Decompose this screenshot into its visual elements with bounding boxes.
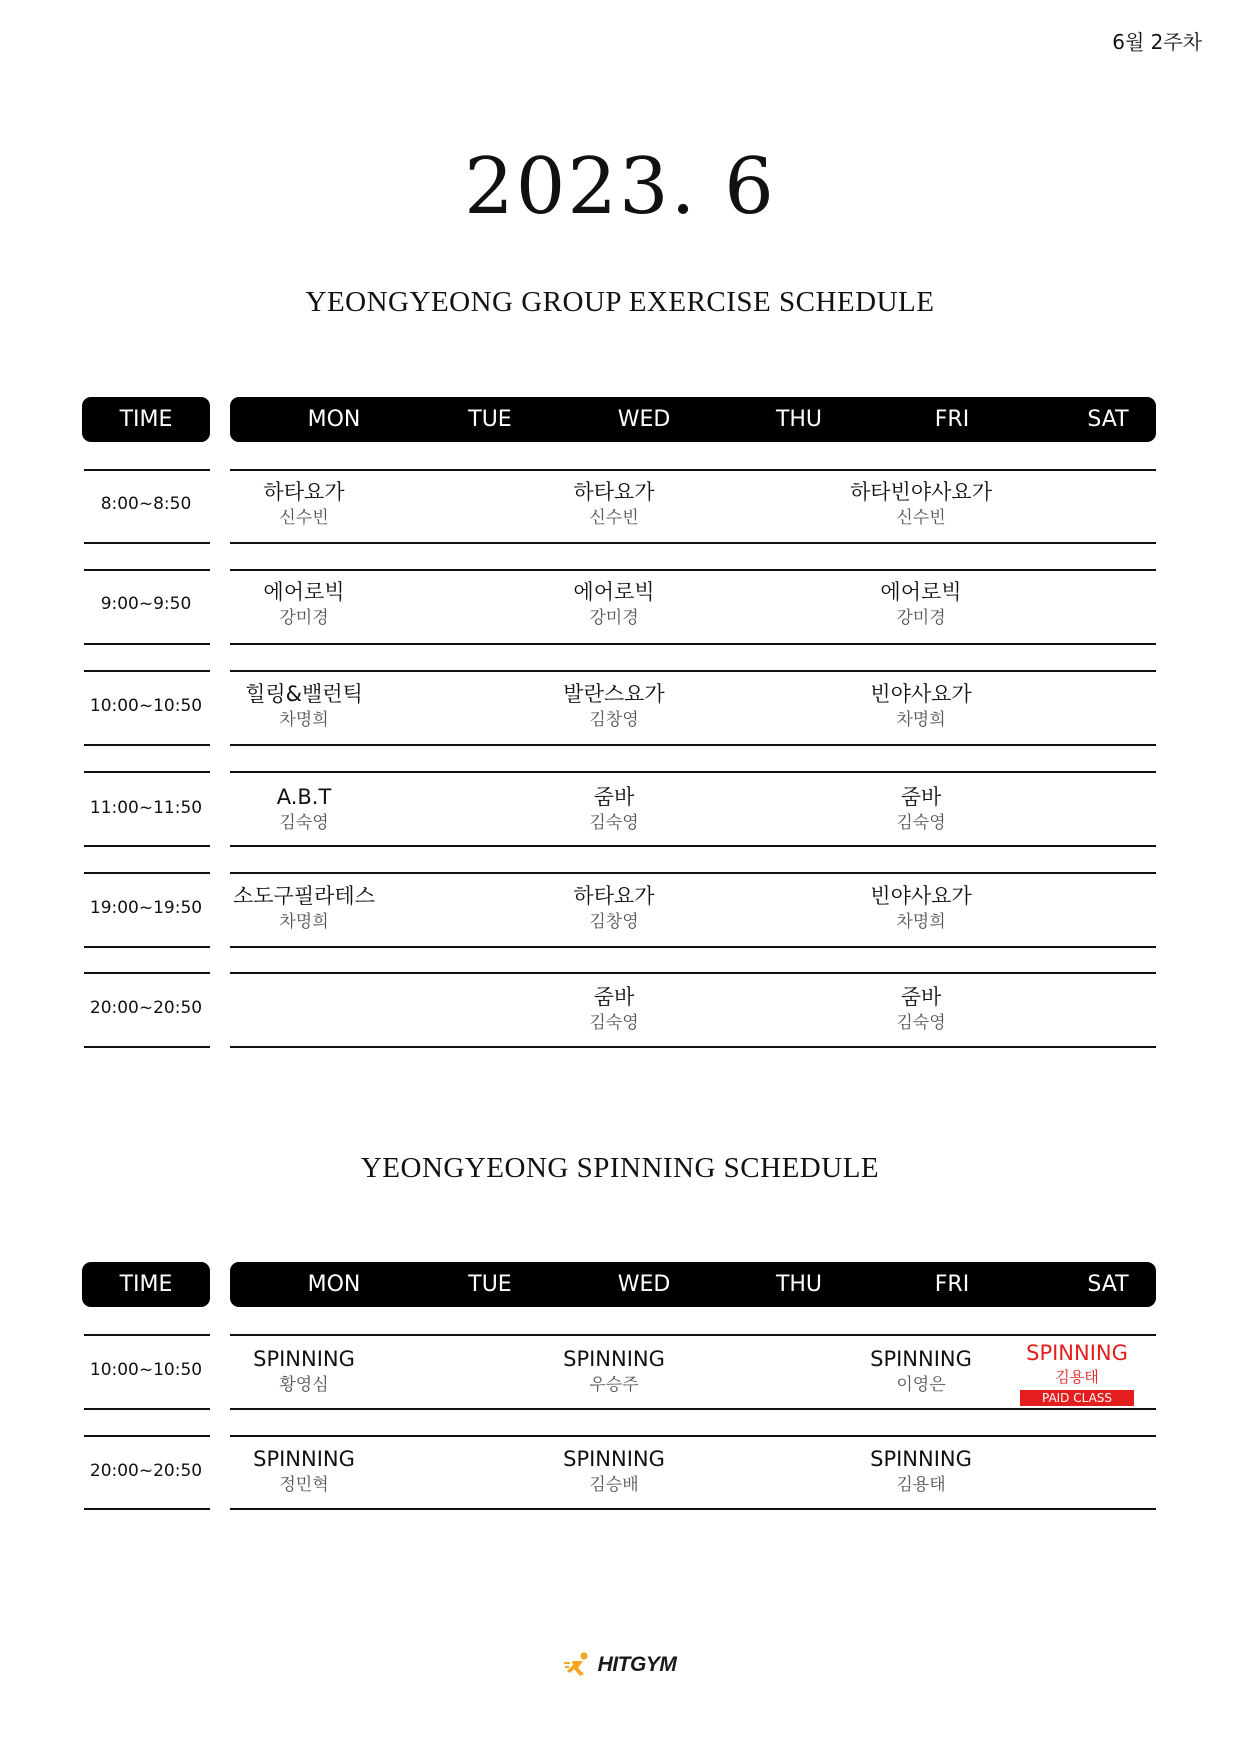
spinning-time-header — [82, 1262, 210, 1307]
instructor-name: 차명희 — [279, 710, 329, 730]
group-days-header — [230, 397, 1156, 442]
class-name: 하타요가 — [573, 480, 655, 504]
day-tue: TUE — [468, 1272, 512, 1297]
class-name: SPINNING — [563, 1347, 665, 1371]
logo-text: HITGYM — [597, 1653, 677, 1676]
class-name: 줌바 — [900, 985, 942, 1009]
day-wed: WED — [617, 407, 671, 432]
instructor-name: 차명희 — [279, 912, 329, 932]
time-slot: 20:00~20:50 — [89, 1461, 203, 1481]
day-thu: THU — [775, 407, 823, 432]
time-slot: 8:00~8:50 — [100, 494, 192, 514]
class-cell-fri — [836, 783, 1006, 835]
spinning-days-header — [230, 1262, 1156, 1307]
group-schedule-title: YEONGYEONG GROUP EXERCISE SCHEDULE — [305, 286, 935, 318]
instructor-name: 김숙영 — [279, 813, 329, 833]
row-divider — [230, 643, 1156, 645]
instructor-name: 김숙영 — [589, 813, 639, 833]
class-cell-mon — [219, 783, 389, 835]
class-cell-fri — [836, 680, 1006, 732]
instructor-name: 김숙영 — [589, 1013, 639, 1033]
class-name: 에어로빅 — [573, 580, 655, 604]
day-sat: SAT — [1087, 1272, 1129, 1297]
row-divider — [84, 569, 210, 571]
instructor-name: 강미경 — [896, 608, 946, 628]
class-cell-mon — [219, 680, 389, 732]
time-slot: 19:00~19:50 — [89, 898, 203, 918]
row-divider — [84, 771, 210, 773]
instructor-name: 신수빈 — [589, 508, 639, 528]
day-mon: MON — [307, 1272, 361, 1297]
class-cell-wed — [529, 1345, 699, 1397]
class-name: 에어로빅 — [880, 580, 962, 604]
instructor-name: 김창영 — [589, 710, 639, 730]
class-name: SPINNING — [870, 1447, 972, 1471]
row-divider — [84, 542, 210, 544]
row-divider — [230, 569, 1156, 571]
date-title: 2023. 6 — [464, 142, 776, 232]
class-name: 줌바 — [593, 985, 635, 1009]
row-divider — [84, 744, 210, 746]
time-slot: 11:00~11:50 — [89, 798, 203, 818]
instructor-name: 김용태 — [1055, 1368, 1099, 1386]
class-name: SPINNING — [253, 1347, 355, 1371]
class-name: 발란스요가 — [563, 682, 665, 706]
class-cell-mon — [219, 478, 389, 530]
class-name: 줌바 — [593, 785, 635, 809]
class-cell-wed — [529, 680, 699, 732]
instructor-name: 김승배 — [589, 1475, 639, 1495]
instructor-name: 우승주 — [589, 1375, 639, 1395]
row-divider — [230, 1046, 1156, 1048]
class-name: 에어로빅 — [263, 580, 345, 604]
instructor-name: 황영심 — [279, 1375, 329, 1395]
class-name: SPINNING — [563, 1447, 665, 1471]
class-cell-wed — [529, 478, 699, 530]
class-cell-mon — [219, 578, 389, 630]
day-wed: WED — [617, 1272, 671, 1297]
class-cell-fri — [836, 882, 1006, 934]
row-divider — [84, 670, 210, 672]
paid-class-badge: PAID CLASS — [1020, 1390, 1134, 1406]
class-name: 줌바 — [900, 785, 942, 809]
day-sat: SAT — [1087, 407, 1129, 432]
row-divider — [230, 1435, 1156, 1437]
class-cell-fri — [836, 578, 1006, 630]
time-slot: 10:00~10:50 — [89, 696, 203, 716]
day-thu: THU — [775, 1272, 823, 1297]
spinning-schedule-title: YEONGYEONG SPINNING SCHEDULE — [360, 1152, 880, 1184]
instructor-name: 김숙영 — [896, 813, 946, 833]
runner-icon — [564, 1652, 594, 1678]
class-name: 하타요가 — [263, 480, 345, 504]
class-cell-fri — [836, 478, 1006, 530]
instructor-name: 신수빈 — [896, 508, 946, 528]
instructor-name: 강미경 — [279, 608, 329, 628]
instructor-name: 김창영 — [589, 912, 639, 932]
class-name: SPINNING — [1026, 1341, 1128, 1365]
row-divider — [230, 469, 1156, 471]
class-name: 빈야사요가 — [870, 682, 972, 706]
row-divider — [230, 744, 1156, 746]
row-divider — [230, 1508, 1156, 1510]
day-fri: FRI — [934, 407, 970, 432]
class-name: SPINNING — [253, 1447, 355, 1471]
row-divider — [84, 469, 210, 471]
instructor-name: 신수빈 — [279, 508, 329, 528]
row-divider — [230, 972, 1156, 974]
instructor-name: 강미경 — [589, 608, 639, 628]
class-cell-wed — [529, 983, 699, 1035]
hitgym-logo — [0, 1652, 1240, 1682]
instructor-name: 김용태 — [896, 1475, 946, 1495]
row-divider — [84, 1334, 210, 1336]
row-divider — [84, 845, 210, 847]
class-cell-mon — [219, 1445, 389, 1497]
class-cell-sat — [992, 1339, 1162, 1406]
day-mon: MON — [307, 407, 361, 432]
group-time-header — [82, 397, 210, 442]
row-divider — [230, 1408, 1156, 1410]
class-name: 빈야사요가 — [870, 884, 972, 908]
class-name: 하타빈야사요가 — [849, 480, 992, 504]
row-divider — [84, 1435, 210, 1437]
class-name: 하타요가 — [573, 884, 655, 908]
row-divider — [84, 946, 210, 948]
time-slot: 10:00~10:50 — [89, 1360, 203, 1380]
day-tue: TUE — [468, 407, 512, 432]
class-name: A.B.T — [276, 785, 332, 809]
day-fri: FRI — [934, 1272, 970, 1297]
row-divider — [230, 946, 1156, 948]
class-cell-fri — [836, 983, 1006, 1035]
row-divider — [230, 1334, 1156, 1336]
time-slot: 20:00~20:50 — [89, 998, 203, 1018]
row-divider — [84, 972, 210, 974]
class-cell-wed — [529, 1445, 699, 1497]
class-name: SPINNING — [870, 1347, 972, 1371]
time-slot: 9:00~9:50 — [100, 594, 192, 614]
class-cell-wed — [529, 783, 699, 835]
row-divider — [230, 872, 1156, 874]
row-divider — [84, 1408, 210, 1410]
class-cell-mon — [219, 1345, 389, 1397]
week-label: 6월 2주차 — [1112, 30, 1202, 54]
class-cell-fri — [836, 1445, 1006, 1497]
time-header-label: TIME — [119, 1272, 173, 1297]
row-divider — [230, 771, 1156, 773]
time-header-label: TIME — [119, 407, 173, 432]
instructor-name: 이영은 — [896, 1375, 946, 1395]
row-divider — [230, 670, 1156, 672]
row-divider — [84, 643, 210, 645]
class-cell-mon — [219, 882, 389, 934]
instructor-name: 차명희 — [896, 710, 946, 730]
row-divider — [84, 872, 210, 874]
class-cell-wed — [529, 882, 699, 934]
class-cell-fri — [836, 1345, 1006, 1397]
instructor-name: 김숙영 — [896, 1013, 946, 1033]
instructor-name: 정민혁 — [279, 1475, 329, 1495]
row-divider — [84, 1046, 210, 1048]
class-cell-wed — [529, 578, 699, 630]
row-divider — [230, 542, 1156, 544]
instructor-name: 차명희 — [896, 912, 946, 932]
class-name: 힐링&밸런틱 — [245, 682, 363, 706]
class-name: 소도구필라테스 — [232, 884, 375, 908]
row-divider — [84, 1508, 210, 1510]
row-divider — [230, 845, 1156, 847]
